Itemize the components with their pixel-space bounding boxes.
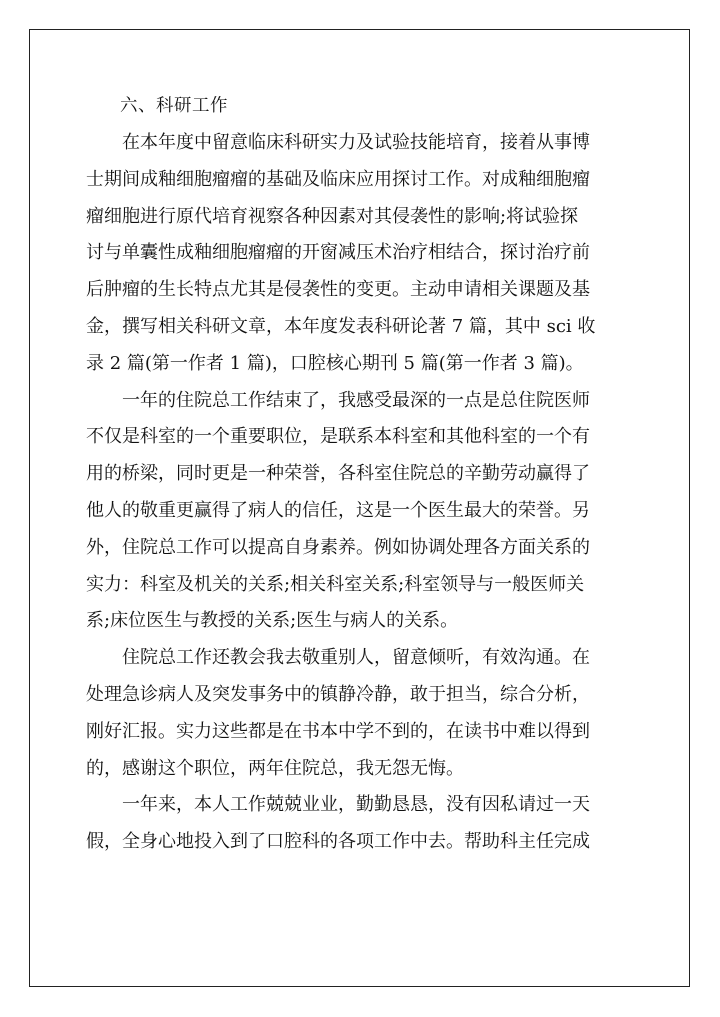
- text-line: 一年来，本人工作兢兢业业，勤勤恳恳，没有因私请过一天: [122, 794, 590, 816]
- text-line: 录 2 篇(第一作者 1 篇)，口腔核心期刊 5 篇(第一作者 3 篇)。: [86, 352, 584, 374]
- text-line: 在本年度中留意临床科研实力及试验技能培育，接着从事博: [122, 132, 590, 153]
- text-line: 刚好汇报。实力这些都是在书本中学不到的，在读书中难以得到: [86, 720, 590, 742]
- text-line: 的，感谢这个职位，两年住院总，我无怨无悔。: [86, 757, 464, 779]
- text-line: 住院总工作还教会我去敬重别人，留意倾听，有效沟通。在: [122, 647, 590, 669]
- text-line: 系;床位医生与教授的关系;医生与病人的关系。: [86, 610, 459, 632]
- text-line: 不仅是科室的一个重要职位，是联系本科室和其他科室的一个有: [86, 426, 590, 448]
- text-line: 假，全身心地投入到了口腔科的各项工作中去。帮助科主任完成: [86, 831, 590, 853]
- text-line: 他人的敬重更赢得了病人的信任，这是一个医生最大的荣誉。另: [86, 499, 590, 521]
- text-line: 用的桥梁，同时更是一种荣誉，各科室住院总的辛勤劳动赢得了: [86, 463, 590, 485]
- text-line: 一年的住院总工作结束了，我感受最深的一点是总住院医师: [122, 389, 590, 411]
- text-line: 金，撰写相关科研文章，本年度发表科研论著 7 篇，其中 sci 收: [86, 315, 596, 337]
- text-line: 瘤细胞进行原代培育视察各种因素对其侵袭性的影响;将试验探: [86, 205, 579, 227]
- text-line: 处理急诊病人及突发事务中的镇静冷静，敢于担当，综合分析，: [86, 683, 590, 705]
- document-body: [86, 87, 634, 861]
- paragraph-research: [86, 125, 634, 383]
- paragraph-dedication: [86, 787, 634, 861]
- text-line: 实力：科室及机关的关系;相关科室关系;科室领导与一般医师关: [86, 573, 585, 595]
- text-line: 后肿瘤的生长特点尤其是侵袭性的变更。主动申请相关课题及基: [86, 279, 590, 301]
- text-line: 外，住院总工作可以提高自身素养。例如协调处理各方面关系的: [86, 536, 590, 558]
- text-line: 士期间成釉细胞瘤瘤的基础及临床应用探讨工作。对成釉细胞瘤: [86, 168, 590, 190]
- paragraph-respect: [86, 640, 634, 787]
- paragraph-chief-resident: [86, 383, 634, 641]
- section-heading: 六、科研工作: [120, 96, 228, 116]
- text-line: 讨与单囊性成釉细胞瘤瘤的开窗减压术治疗相结合，探讨治疗前: [86, 242, 590, 264]
